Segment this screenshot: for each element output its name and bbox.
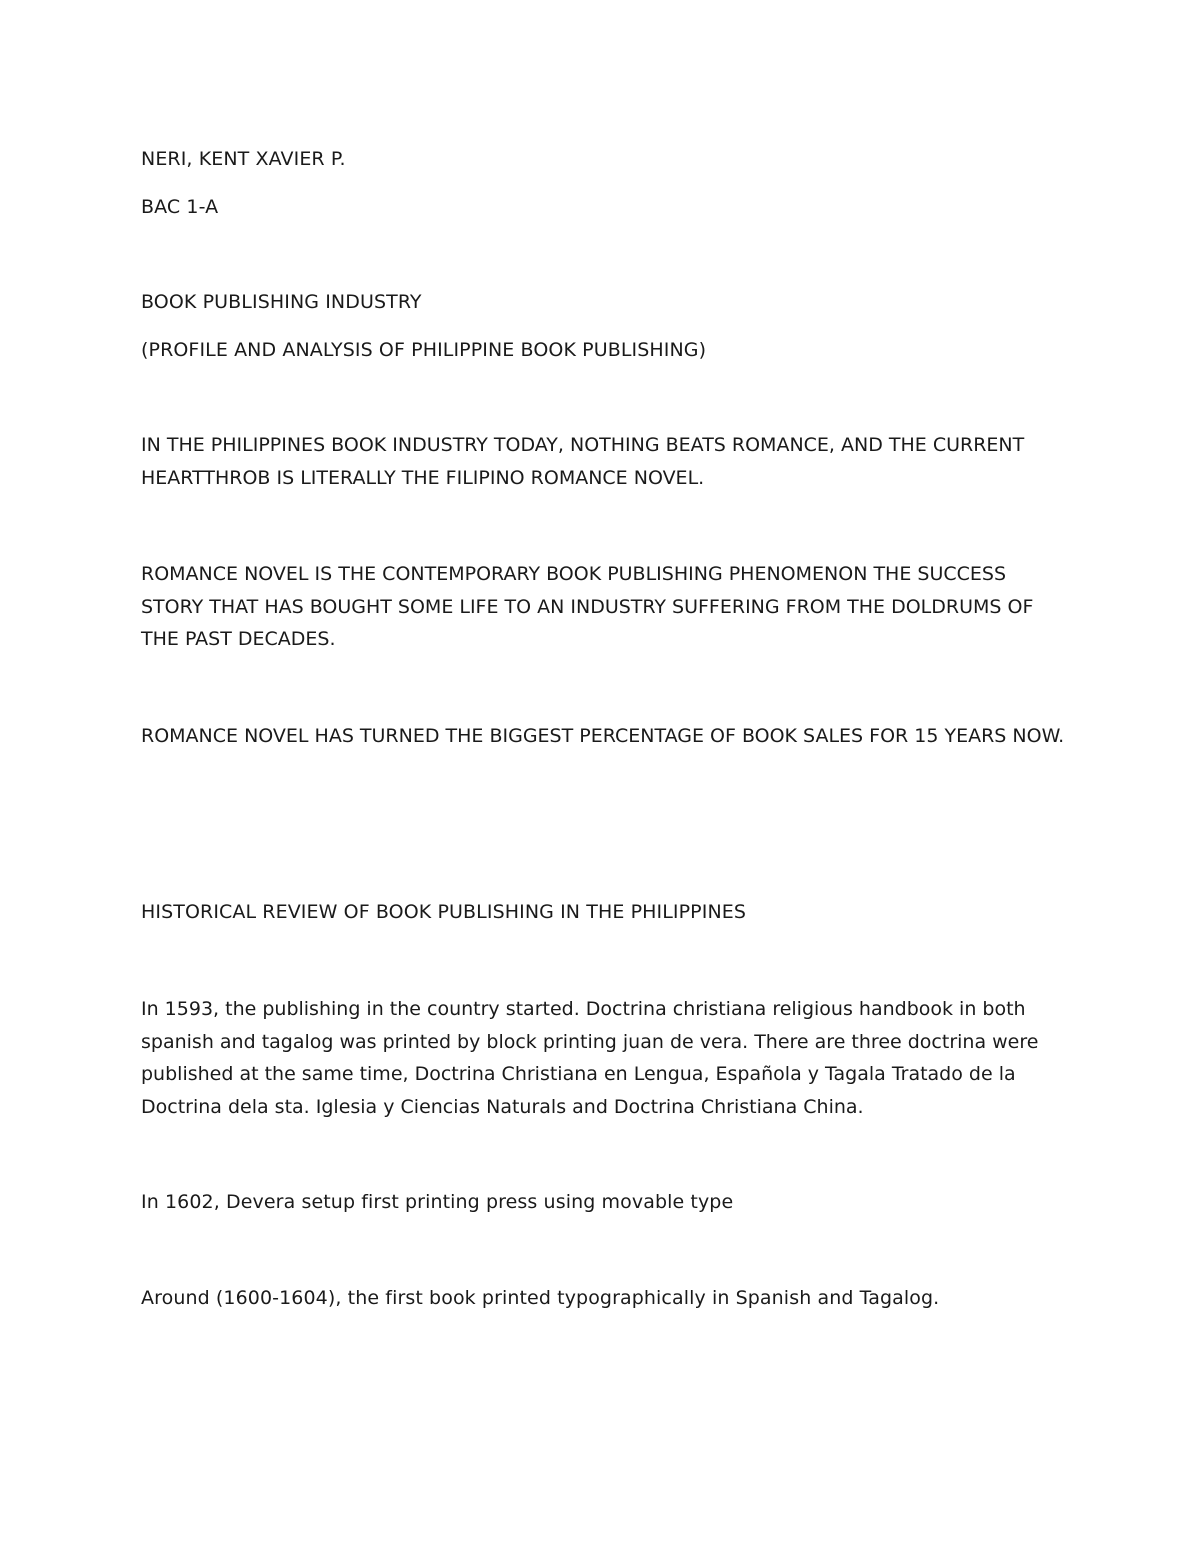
intro-paragraph-3: ROMANCE NOVEL HAS TURNED THE BIGGEST PERCENTAGE OF BOOK SALES FOR 15 YEARS NOW. (141, 725, 1065, 747)
intro-paragraph-1: IN THE PHILIPPINES BOOK INDUSTRY TODAY, NOTHING BEATS ROMANCE, AND THE CURRENT HEARTTHROB IS LITERALLY THE FILIPINO ROMANCE NOVEL. (141, 434, 1025, 489)
author-name: NERI, KENT XAVIER P. (141, 148, 346, 170)
history-paragraph-3: Around (1600-1604), the first book printed typographically in Spanish and Tagalog. (141, 1287, 940, 1309)
intro-paragraph-2: ROMANCE NOVEL IS THE CONTEMPORARY BOOK PUBLISHING PHENOMENON THE SUCCESS STORY THAT HAS BOUGHT SOME LIFE TO AN INDUSTRY SUFFERING FROM THE DOLDRUMS OF THE PAST DECADES. (141, 563, 1034, 650)
document-title: BOOK PUBLISHING INDUSTRY (141, 291, 422, 313)
history-heading: HISTORICAL REVIEW OF BOOK PUBLISHING IN THE PHILIPPINES (141, 901, 747, 923)
document-subtitle: (PROFILE AND ANALYSIS OF PHILIPPINE BOOK PUBLISHING) (141, 339, 707, 361)
history-paragraph-1: In 1593, the publishing in the country started. Doctrina christiana religious handbook in both spanish and tagalog was printed by block printing juan de vera. There are three doctrina were published at the same time, Doctrina Christiana en Lengua, Española y Tagala Tratado de la Doctrina dela sta. Iglesia y Ciencias Naturals and Doctrina Christiana China. (141, 998, 1039, 1118)
history-paragraph-2: In 1602, Devera setup first printing press using movable type (141, 1191, 734, 1213)
class-section: BAC 1-A (141, 196, 219, 218)
